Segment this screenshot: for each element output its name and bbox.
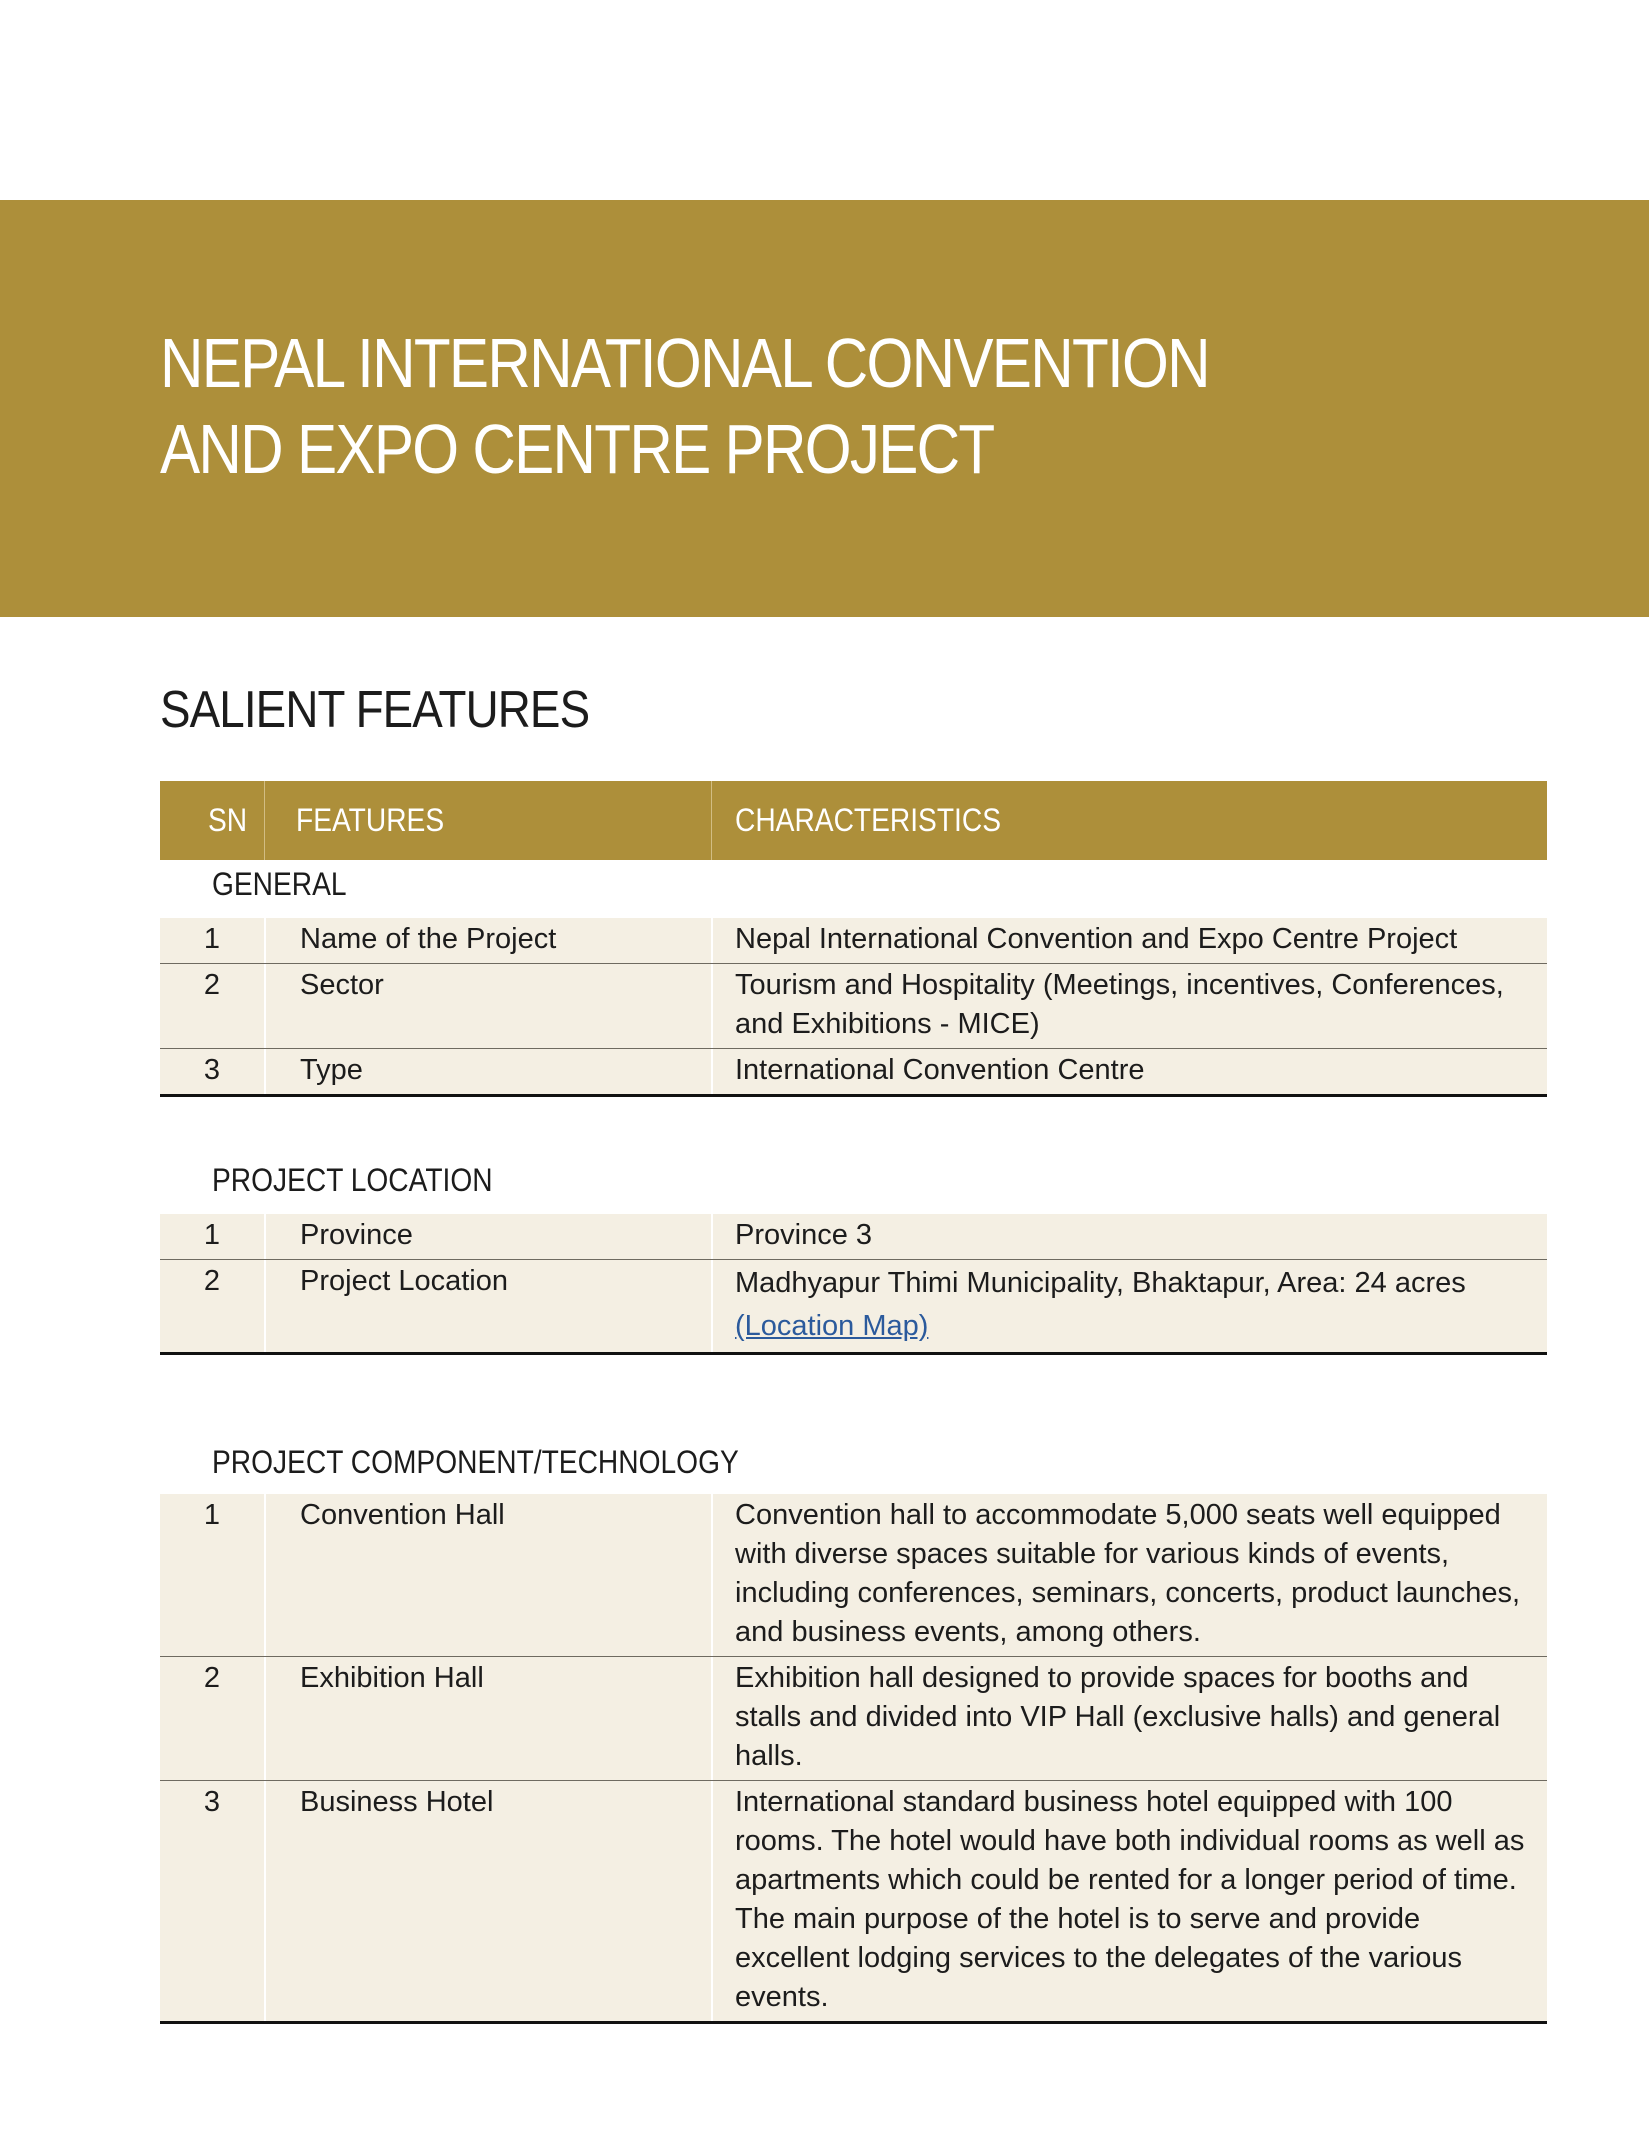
column-divider (711, 1494, 713, 1656)
row-feature: Project Location (300, 1265, 508, 1297)
column-divider (711, 1260, 713, 1352)
table-header (160, 781, 1547, 860)
column-divider (264, 1781, 266, 2021)
header-characteristics: CHARACTERISTICS (735, 802, 1001, 838)
row-characteristic: Province 3 (735, 1219, 873, 1251)
page-title-line-1: NEPAL INTERNATIONAL CONVENTION (160, 324, 1209, 402)
column-divider (711, 964, 713, 1048)
column-divider (264, 1049, 266, 1094)
table-component (160, 1494, 1547, 2024)
row-feature: Sector (300, 969, 384, 1001)
location-text: Madhyapur Thimi Municipality, Bhaktapur, Area: 24 acres (735, 1267, 1466, 1299)
header-sn: SN (208, 802, 248, 838)
table-location (160, 1214, 1547, 1355)
location-map-link[interactable]: (Location Map) (735, 1310, 929, 1342)
row-sn: 2 (203, 1265, 221, 1297)
row-characteristic: International standard business hotel equipped with 100 rooms. The hotel would have both individual rooms as well as apartments which could be rented for a longer period of time. The main purpose of the hotel is to serve and provide excellent lodging services to the delegates of the various events. (735, 1786, 1525, 2013)
section-title: SALIENT FEATURES (160, 681, 590, 739)
table-row (160, 1049, 1547, 1094)
table-row (160, 1260, 1547, 1352)
page-title-line-2: AND EXPO CENTRE PROJECT (160, 410, 994, 488)
group-title-component: PROJECT COMPONENT/TECHNOLOGY (212, 1444, 739, 1480)
row-characteristic: Tourism and Hospitality (Meetings, incentives, Conferences, and Exhibitions - MICE) (735, 969, 1504, 1040)
table-general (160, 918, 1547, 1097)
group-title-general: GENERAL (212, 866, 347, 902)
table-row (160, 1494, 1547, 1657)
column-divider (711, 1781, 713, 2021)
row-sn: 1 (203, 1219, 221, 1251)
table-row (160, 964, 1547, 1049)
row-sn: 3 (203, 1786, 221, 1818)
row-characteristic: Exhibition hall designed to provide spaces for booths and stalls and divided into VIP Hall (exclusive halls) and general halls. (735, 1662, 1501, 1772)
column-divider (264, 1214, 266, 1259)
row-sn: 2 (203, 1662, 221, 1694)
row-characteristic: International Convention Centre (735, 1054, 1145, 1086)
column-divider (264, 964, 266, 1048)
group-title-location: PROJECT LOCATION (212, 1162, 493, 1198)
column-divider (711, 1214, 713, 1259)
table-row (160, 1781, 1547, 2021)
row-sn: 1 (203, 1499, 221, 1531)
row-feature: Name of the Project (300, 923, 557, 955)
table-row (160, 1214, 1547, 1260)
table-row (160, 1657, 1547, 1781)
row-feature: Type (300, 1054, 363, 1086)
row-sn: 1 (203, 923, 221, 955)
row-characteristic: Nepal International Convention and Expo Centre Project (735, 923, 1458, 955)
column-divider (264, 1657, 266, 1780)
column-divider (711, 918, 713, 963)
column-divider (264, 1260, 266, 1352)
row-sn: 3 (203, 1054, 221, 1086)
row-sn: 2 (203, 969, 221, 1001)
table-row (160, 918, 1547, 964)
row-characteristic (735, 1260, 1535, 1352)
row-characteristic: Convention hall to accommodate 5,000 seats well equipped with diverse spaces suitable for various kinds of events, including conferences, seminars, concerts, product launches, and business events, among others. (735, 1499, 1521, 1648)
row-feature: Convention Hall (300, 1499, 505, 1531)
column-divider (711, 1049, 713, 1094)
row-feature: Province (300, 1219, 413, 1251)
row-feature: Business Hotel (300, 1786, 494, 1818)
column-divider (264, 1494, 266, 1656)
header-divider (264, 781, 265, 860)
column-divider (264, 918, 266, 963)
column-divider (711, 1657, 713, 1780)
header-divider (711, 781, 712, 860)
row-feature: Exhibition Hall (300, 1662, 484, 1694)
header-features: FEATURES (296, 802, 445, 838)
page-title (160, 320, 1209, 492)
